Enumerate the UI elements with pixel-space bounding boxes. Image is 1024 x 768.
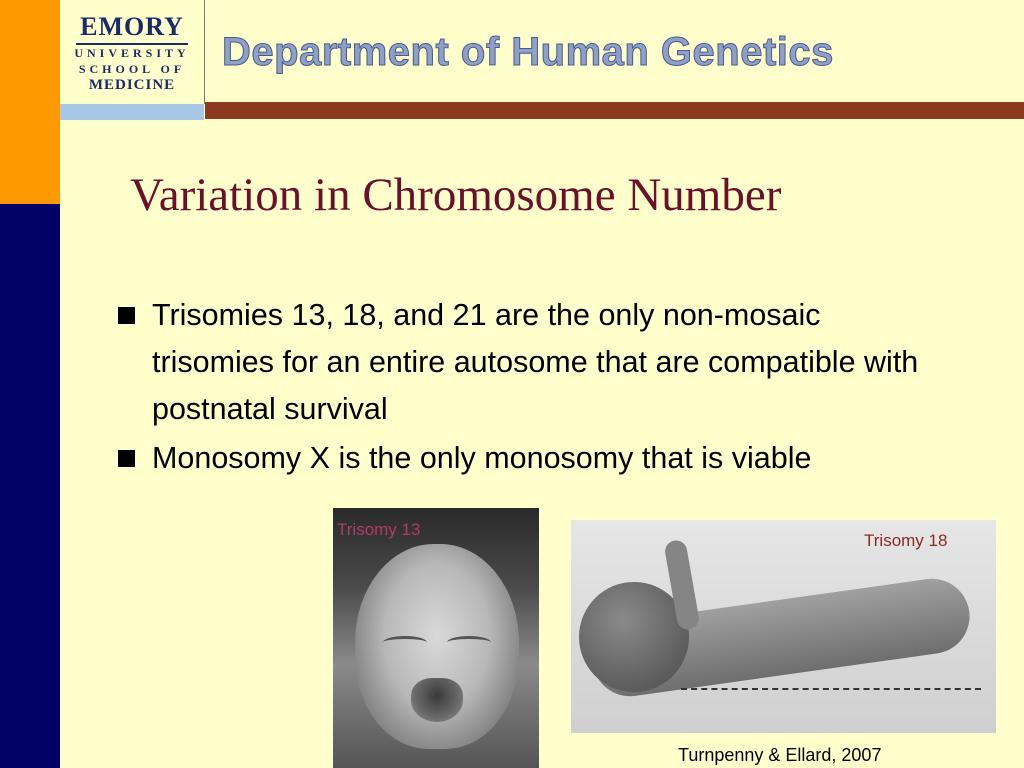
- infant-face: [355, 544, 519, 749]
- image-citation: Turnpenny & Ellard, 2007: [678, 745, 882, 765]
- logo-underline-strip: [60, 104, 204, 120]
- department-title: Department of Human Genetics: [222, 30, 834, 74]
- square-bullet-icon: [118, 450, 135, 467]
- bullet-text: Monosomy X is the only monosomy that is viable: [152, 441, 812, 475]
- bullet-item: [118, 435, 948, 482]
- logo-emory-text: EMORY: [80, 12, 184, 41]
- square-bullet-icon: [118, 307, 135, 324]
- measuring-ruler: [681, 688, 981, 698]
- bullet-list: [118, 292, 948, 484]
- trisomy-13-label: Trisomy 13: [337, 520, 421, 539]
- bullet-item: [118, 292, 948, 433]
- trisomy-18-label: Trisomy 18: [864, 531, 948, 550]
- header-rule-bar: [205, 102, 1024, 119]
- left-accent-bar-orange: [0, 0, 60, 204]
- left-accent-bar-navy: [0, 204, 60, 768]
- eye-right: [447, 636, 491, 649]
- logo-university-text: UNIVERSITY: [74, 46, 190, 60]
- emory-logo: [60, 0, 205, 104]
- bullet-text: Trisomies 13, 18, and 21 are the only non-mosaic trisomies for an entire autosome that are compatible with postnatal survival: [152, 298, 919, 426]
- logo-medicine-text: MEDICINE: [88, 77, 176, 93]
- eye-left: [383, 636, 427, 649]
- logo-school-text: SCHOOL OF: [78, 62, 186, 76]
- trisomy-13-photo: [333, 508, 539, 768]
- cleft-lip: [411, 678, 463, 722]
- logo-divider: [76, 43, 188, 45]
- trisomy-18-photo: [571, 520, 996, 733]
- slide-title: Variation in Chromosome Number: [130, 169, 782, 221]
